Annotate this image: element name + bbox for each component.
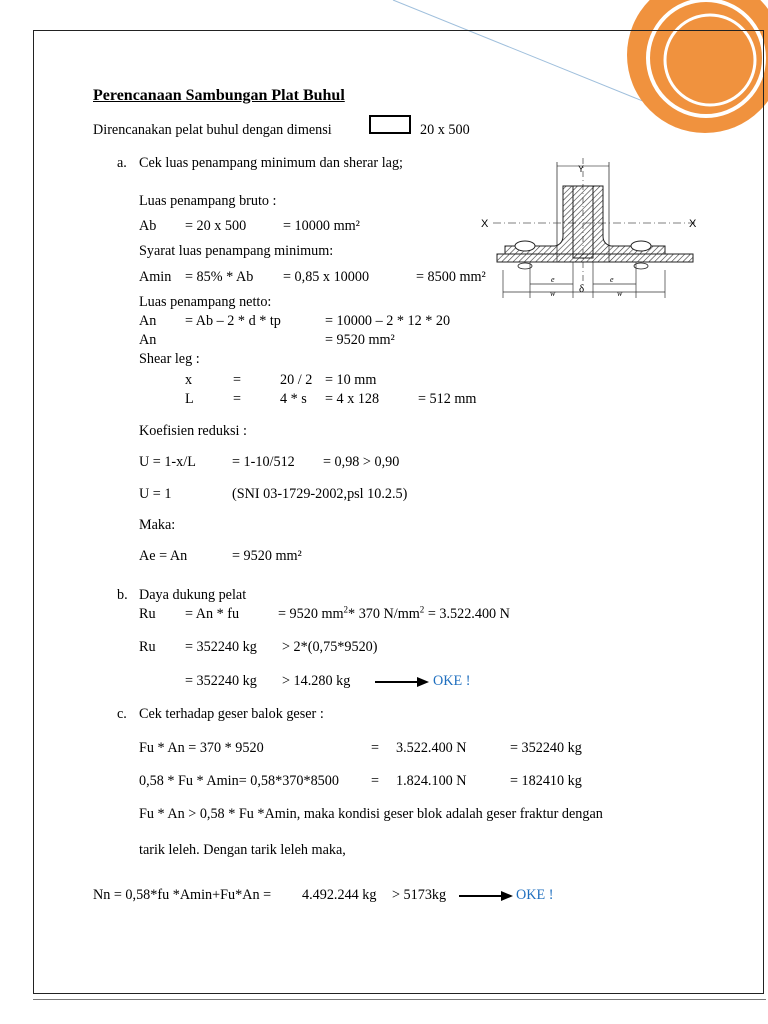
final-value: 4.492.244 kg — [302, 887, 377, 903]
ru1-expr: = An * fu — [185, 606, 240, 622]
an1-name: An — [139, 313, 157, 329]
c-row2-eq: = — [371, 773, 380, 789]
x-eq: = — [233, 372, 242, 388]
ru2-cmp: > 2*(0,75*9520) — [282, 639, 378, 655]
l-eq: = — [233, 391, 242, 407]
ru3-expr: = 352240 kg — [185, 673, 257, 689]
c-row2-expr: 0,58 * Fu * Amin= 0,58*370*8500 — [139, 773, 339, 789]
shear-heading: Shear leg : — [139, 351, 200, 367]
c-row1-expr: Fu * An = 370 * 9520 — [139, 740, 264, 756]
section-b-heading: Daya dukung pelat — [139, 587, 247, 603]
amin-name: Amin — [139, 269, 172, 285]
l-result2: = 512 mm — [418, 391, 477, 407]
an1-result: = 10000 – 2 * 12 * 20 — [325, 313, 451, 329]
intro-dimension: 20 x 500 — [420, 122, 470, 138]
final-expr: Nn = 0,58*fu *Amin+Fu*An = — [93, 887, 272, 903]
section-b-label: b. — [117, 587, 128, 603]
ae-name: Ae = An — [139, 548, 188, 564]
figure-plate — [497, 254, 693, 262]
figure-stem — [573, 186, 593, 258]
section-a-heading: Cek luas penampang minimum dan sherar lag; — [139, 155, 403, 171]
figure-bolt-right — [631, 241, 651, 251]
figure-dim-delta: δ — [579, 283, 585, 295]
l-expr: 4 * s — [280, 391, 307, 407]
figure-bolt-left — [515, 241, 535, 251]
ru2-expr: = 352240 kg — [185, 639, 257, 655]
figure-dim-e-right: e — [610, 275, 614, 284]
maka: Maka: — [139, 517, 176, 533]
c-row1-kg: = 352240 kg — [510, 740, 582, 756]
figure-angle-right — [593, 186, 665, 254]
page-title: Perencanaan Sambungan Plat Buhul — [93, 87, 345, 104]
u2-note: (SNI 03-1729-2002,psl 10.2.5) — [232, 486, 408, 502]
an1-expr: = Ab – 2 * d * tp — [185, 313, 281, 329]
section-c-heading: Cek terhadap geser balok geser : — [139, 706, 324, 722]
ru1-name: Ru — [139, 606, 156, 622]
c-row2-n: 1.824.100 N — [396, 773, 467, 789]
l-result: = 4 x 128 — [325, 391, 380, 407]
amin-result: = 8500 mm² — [416, 269, 486, 285]
u1-result: = 0,98 > 0,90 — [323, 454, 400, 470]
figure-angle-left — [505, 186, 573, 254]
x-expr: 20 / 2 — [280, 372, 313, 388]
u1-name: U = 1-x/L — [139, 454, 196, 470]
ru3-ok-badge: OKE ! — [433, 673, 471, 689]
final-ok-badge: OKE ! — [516, 887, 554, 903]
section-c-label: c. — [117, 706, 127, 722]
final-cmp: > 5173kg — [392, 887, 447, 903]
c-row2-kg: = 182410 kg — [510, 773, 582, 789]
figure-x-left: X — [481, 218, 489, 230]
amin-expr2: = 0,85 x 10000 — [283, 269, 370, 285]
amin-expr1: = 85% * Ab — [185, 269, 254, 285]
x-result: = 10 mm — [325, 372, 377, 388]
ru2-name: Ru — [139, 639, 156, 655]
min-heading: Syarat luas penampang minimum: — [139, 243, 334, 259]
ru1-result: = 9520 $mm^2*$ 370 $N/mm^2 = 3.522.400$ N — [278, 604, 510, 622]
figure-y-label: Y — [578, 164, 585, 174]
u1-expr: = 1-10/512 — [232, 454, 295, 470]
l-name: L — [185, 391, 194, 407]
c-para1: Fu * An > 0,58 * Fu *Amin, maka kondisi geser blok adalah geser fraktur dengan — [139, 806, 603, 822]
intro-text: Direncanakan pelat buhul dengan dimensi — [93, 122, 332, 138]
page-border-shadow — [33, 996, 766, 1000]
ab-expr: = 20 x 500 — [185, 218, 247, 234]
ae-result: = 9520 mm² — [232, 548, 302, 564]
c-row1-eq: = — [371, 740, 380, 756]
figure-dim-w-left: w — [550, 289, 556, 298]
c-row1-n: 3.522.400 N — [396, 740, 467, 756]
arrow-icon-final — [459, 890, 513, 902]
u2-name: U = 1 — [139, 486, 172, 502]
ru3-cmp: > 14.280 kg — [282, 673, 351, 689]
bruto-heading: Luas penampang bruto : — [139, 193, 277, 209]
dimension-box — [369, 115, 411, 134]
figure-dim-w-right: w — [617, 289, 623, 298]
arrow-icon — [375, 676, 429, 688]
figure-dim-e-left: e — [551, 275, 555, 284]
koef-heading: Koefisien reduksi : — [139, 423, 247, 439]
an2-result: = 9520 mm² — [325, 332, 395, 348]
section-a-label: a. — [117, 155, 127, 171]
an2-name: An — [139, 332, 157, 348]
c-para2: tarik leleh. Dengan tarik leleh maka, — [139, 842, 346, 858]
netto-heading: Luas penampang netto: — [139, 294, 272, 310]
x-name: x — [185, 372, 193, 388]
ab-result: = 10000 mm² — [283, 218, 360, 234]
ab-name: Ab — [139, 218, 157, 234]
gusset-plate-figure — [475, 158, 705, 300]
figure-x-right: X — [689, 218, 697, 230]
